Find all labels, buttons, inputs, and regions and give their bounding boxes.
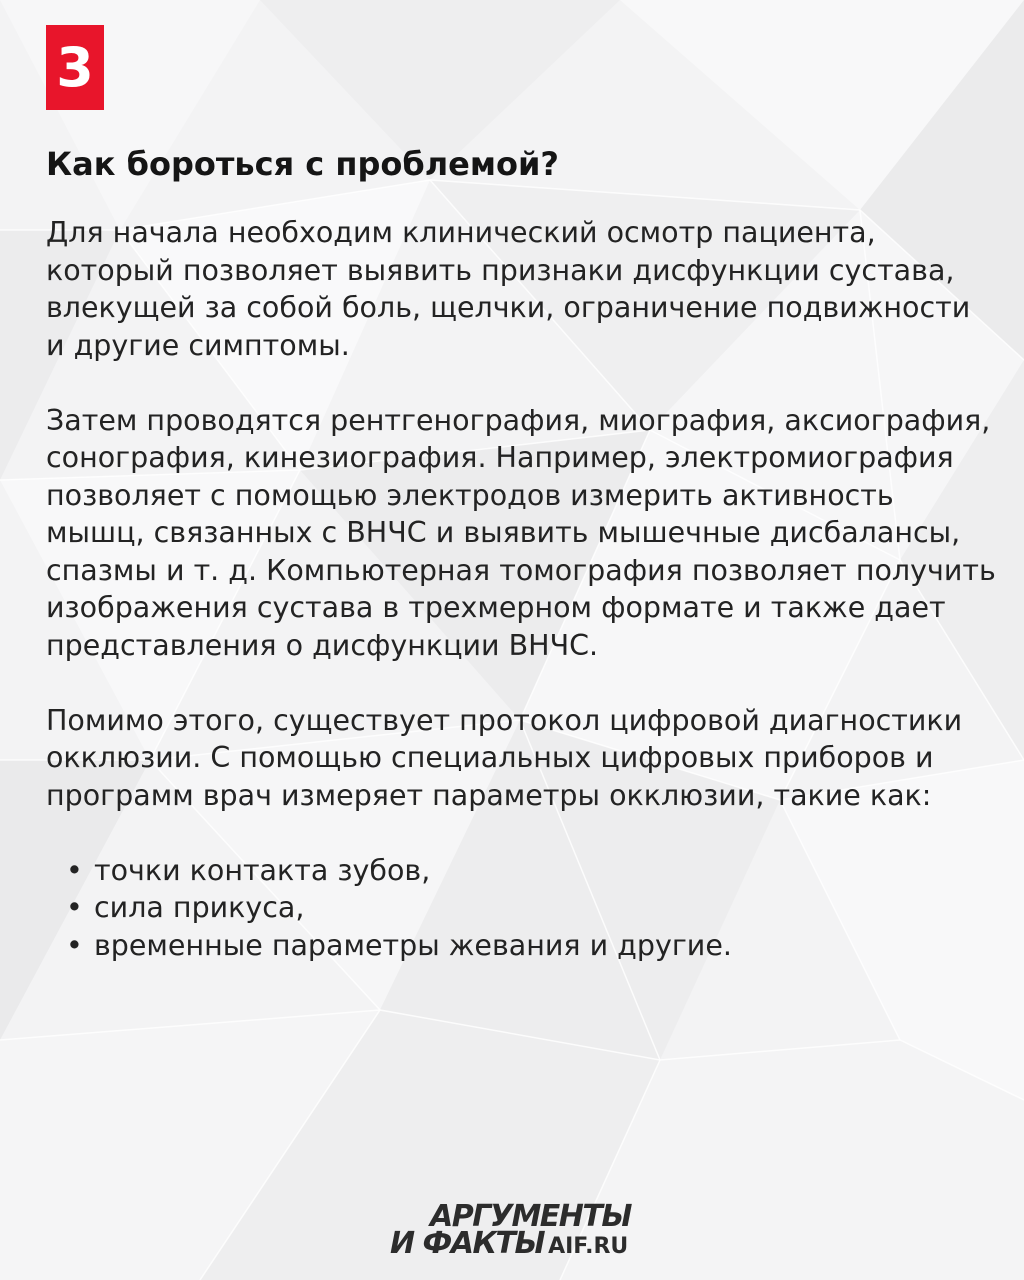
list-item-text: временные параметры жевания и другие. <box>94 928 732 962</box>
article-body <box>46 214 996 964</box>
page-title: Как бороться с проблемой? <box>46 145 559 183</box>
list-item-text: точки контакта зубов, <box>94 853 431 887</box>
bullet-icon: • <box>66 853 83 887</box>
occlusion-parameters-list <box>46 852 996 965</box>
bullet-icon: • <box>66 891 83 924</box>
list-item <box>46 927 996 965</box>
logo-line-bottom <box>390 1227 628 1264</box>
paragraph-occlusion: Помимо этого, существует протокол цифровой диагностики окклюзии. С помощью специальных цифровых приборов и программ врач измеряет параметры окклюзии, такие как: <box>46 703 963 812</box>
logo-line-top: АРГУМЕНТЫ <box>430 1199 631 1234</box>
paragraph-examination: Для начала необходим клинический осмотр пациента, который позволяет выявить признаки дисфункции сустава, влекущей за собой боль, щелчки, ограничение подвижности и другие симптомы. <box>46 216 971 362</box>
list-item <box>46 889 996 927</box>
aif-logo <box>390 1200 660 1270</box>
bullet-icon: • <box>66 928 83 962</box>
paragraph-diagnostics: Затем проводятся рентгенография, миография, аксиография, сонография, кинезиография. Например, электромиография позволяет с помощью электродов измерить активность мышц, связанных с ВНЧС и выявить мышечные дисбалансы, спазмы и т. д. Компьютерная томография позволяет получить изображения сустава в трехмерном формате и также дает представления о дисфункции ВНЧС. <box>46 403 996 662</box>
page-number-badge: 3 <box>46 25 104 110</box>
list-item-text: сила прикуса, <box>94 891 305 924</box>
logo-wordmark: И ФАКТЫ <box>390 1226 545 1261</box>
list-item <box>46 852 996 890</box>
logo-site: AIF.RU <box>548 1234 629 1259</box>
